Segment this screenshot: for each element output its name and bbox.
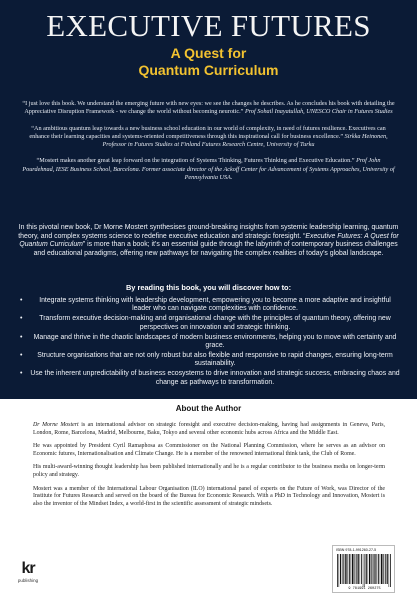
list-item <box>20 334 400 351</box>
list-item-text: Manage and thrive in the chaotic landscapes of modern business environments, helping you to move with certainty and grace. <box>33 333 397 350</box>
kr-logo-icon: kr <box>21 560 35 577</box>
endorsements <box>22 100 395 190</box>
bio-paragraph: Mostert was a member of the International Labour Organisation (ILO) international panel of experts on the Future of Work, was Director of the Institute for Futures Research and served on the board of the Bureau for Economic Research. With a PhD in Technology and Innovation, Mostert is also the inventor of the Mindset Index, a world-first in the scientific assessment of strategic mindsets. <box>33 485 385 507</box>
bullet-icon: • <box>20 370 23 378</box>
list-item <box>20 315 400 332</box>
bio-text: is an international advisor on strategic foresight and executive decision-making, having had assignments in Geneva, Paris, London, Rome, Barcelona, Madrid, Melbourne, Baku, Tokyo and several other economic hubs across Africa and the Middle East. <box>33 422 385 436</box>
endorsement-quote <box>22 157 395 182</box>
book-subtitle <box>0 45 417 79</box>
author-bio <box>33 422 385 514</box>
bullet-icon: • <box>20 297 23 304</box>
endorsement-quote <box>22 125 395 150</box>
discover-list <box>20 297 400 389</box>
subtitle-line-2: Quantum Curriculum <box>138 62 279 78</box>
blurb-text-after: ” is more than a book; it’s an essential guide through the labyrinth of contemporary business challenges and educational paradigms, offering new pathways for navigating the complex realities of today’s global landscape. <box>33 241 398 257</box>
list-item-text: Transform executive decision-making and organisational change with the principles of quantum theory, offering new perspectives on innovation and strategic thinking. <box>39 315 391 331</box>
blurb-text-before: In this pivotal new book, Dr Morne Mostert synthesises ground-breaking insights from systemic leadership learning, quantum theory, and complex systems science to redefine executive education and strategic foresight. “ <box>18 224 399 240</box>
bullet-icon: • <box>20 315 23 323</box>
quote-attribution: Sirkka Heinonen, Professor in Futures Studies at Finland Futures Research Centre, University of Turku <box>102 132 388 149</box>
list-item-text: Use the inherent unpredictability of business ecosystems to drive innovation and strategic success, embracing chaos and change as pathways to transformation. <box>30 370 400 386</box>
list-item-text: Integrate systems thinking with leadership development, empowering you to become a more adaptive and insightful leader who can navigate complexities with confidence. <box>39 297 391 313</box>
isbn-label: ISBN 978-1-991260-27-5 <box>336 548 377 552</box>
barcode <box>332 545 395 593</box>
bullet-icon: • <box>20 351 23 359</box>
subtitle-line-1: A Quest for <box>170 45 247 61</box>
list-item-text: Structure organisations that are not only robust but also flexible and responsive to rapid changes, ensuring long-term sustainability. <box>37 351 393 368</box>
about-author-heading: About the Author <box>175 404 242 413</box>
quote-text: “Mostert makes another great leap forward on the integration of Systems Thinking, Futures Thinking and Executive Education.” <box>36 157 357 165</box>
quote-text: “I just love this book. We understand the emerging future with new eyes: we see the changes he describes. As he concludes his book with detailing the Appreciative Disruption Framework - we change the world without becoming neurotic.” <box>22 100 395 116</box>
endorsement-quote <box>22 100 395 117</box>
quote-attribution: Prof John Pourdehnad, IESE Business School, Barcelona. Former associate director of the Ackoff Center for Advancement of Systems Approaches, University of Pennsylvania USA. <box>22 157 395 182</box>
bio-paragraph <box>33 422 385 437</box>
book-title: EXECUTIVE FUTURES <box>46 8 371 43</box>
blurb-book-title: Executive Futures: A Quest for Quantum Curriculum <box>19 232 399 249</box>
list-item <box>20 297 400 314</box>
book-blurb <box>18 224 399 258</box>
list-item <box>20 352 400 369</box>
quote-text: “An ambitious quantum leap towards a new business school education in our world of complexity, in need of futures resilience. Executives can enhance their learning capacities and systems-oriented competitiveness through this inspirational call for business excellence.” <box>29 124 386 140</box>
list-item <box>20 370 400 387</box>
bio-paragraph: He was appointed by President Cyril Ramaphosa as Commissioner on the National Planning Commission, where he serves as an advisor on Economic futures, Internationalisation and Climate Change. He is a member of the renowned international think tank, the Club of Rome. <box>33 443 385 457</box>
discover-heading: By reading this book, you will discover how to: <box>125 283 292 292</box>
quote-attribution: Prof Sohail Inayatullah, UNESCO Chair in Futures Studies <box>244 108 393 116</box>
barcode-bars-icon <box>336 554 393 587</box>
publisher-label: publishing <box>17 578 39 583</box>
author-name: Dr Morne Mostert <box>33 422 79 428</box>
publisher-logo <box>8 560 48 594</box>
bullet-icon: • <box>20 333 23 341</box>
barcode-digits: 9 781991 260275 <box>348 587 381 591</box>
bio-paragraph: His multi-award-winning thought leadership has been published internationally and he is a regular contributor to the business media on longer-term policy and strategy. <box>33 464 385 478</box>
